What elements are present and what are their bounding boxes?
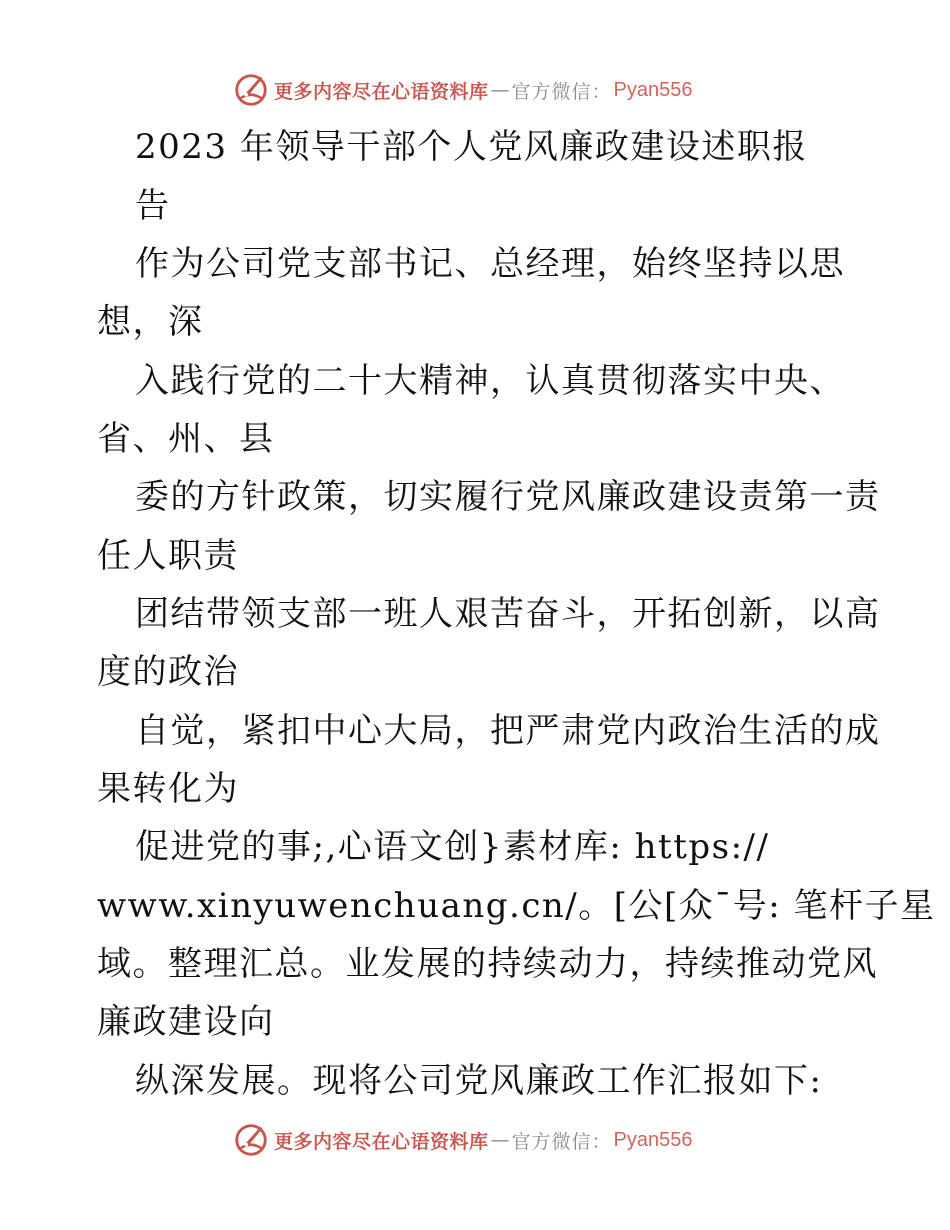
watermark-wechat-id: Pyan556 [613,1128,693,1151]
paragraph-line: 度的政治 [97,652,239,692]
watermark-separator: — [490,79,510,101]
paragraph-line: 委的方针政策，切实履行党风廉政建设责第一责 [135,477,881,517]
paragraph-line: 省、州、县 [97,419,275,459]
paragraph-line: 团结带领支部一班人艰苦奋斗，开拓创新，以高 [135,594,881,634]
paragraph-line: 廉政建设向 [97,1002,275,1042]
watermark-subtitle: 官方微信： [511,1130,612,1153]
watermark-footer [232,1120,693,1160]
watermark-subtitle: 官方微信： [511,80,612,103]
watermark-text: 更多内容尽在心语资料库 [274,1130,489,1153]
paragraph-line: 域。整理汇总。业发展的持续动力，持续推动党风 [97,944,878,984]
watermark-text: 更多内容尽在心语资料库 [274,80,489,103]
paragraph-line: 入践行党的二十大精神，认真贯彻落实中央、 [135,361,845,401]
paragraph-line: 促进党的事;,心语文创}素材库: https:// [135,827,770,867]
paragraph-line: www.xinyuwenchuang.cn/。[公[众¯号: 笔杆子星 [97,886,936,926]
paragraph-line: 想，深 [97,302,204,342]
book-quill-logo-icon [232,1121,270,1159]
watermark-separator: — [490,1129,510,1151]
paragraph-line: 果转化为 [97,769,239,809]
paragraph-line: 自觉，紧扣中心大局，把严肃党内政治生活的成 [135,711,881,751]
watermark-wechat-id: Pyan556 [613,78,693,101]
document-title: 2023 年领导干部个人党风廉政建设述职报 [135,127,808,167]
book-quill-logo-icon [232,71,270,109]
paragraph-line: 纵深发展。现将公司党风廉政工作汇报如下: [135,1061,823,1101]
paragraph-line: 任人职责 [97,536,239,576]
watermark-header [232,70,693,110]
document-title-continued: 告 [135,186,171,226]
paragraph-line: 作为公司党支部书记、总经理，始终坚持以思 [135,244,845,284]
